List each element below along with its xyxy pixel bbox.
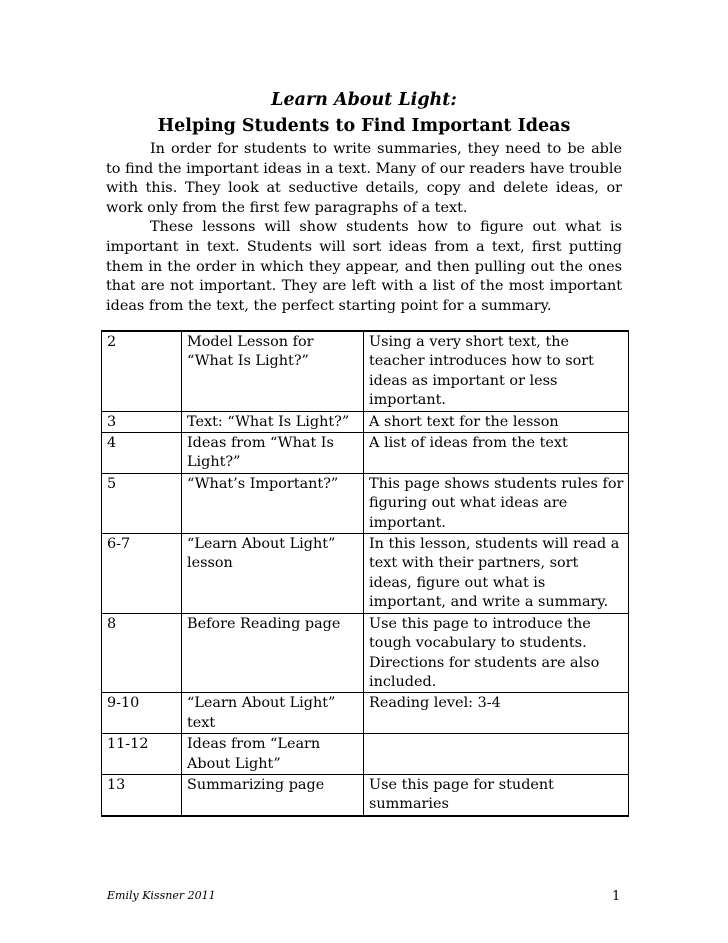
description-cell: Using a very short text, the teacher introduces how to sort ideas as important or less important. — [364, 331, 629, 411]
item-cell: Before Reading page — [182, 613, 364, 693]
page-cell: 8 — [102, 613, 182, 693]
table-row — [102, 433, 629, 474]
document-subtitle: Helping Students to Find Important Ideas — [157, 116, 571, 136]
intro-paragraph-2: These lessons will show students how to figure out what is important in text. Students will sort ideas from a text, first putting them in the order in which they appear, and then pulling out the ones that are not important. They are left with a list of the most important ideas from the text, the perfect starting point for a summary. — [106, 219, 622, 314]
intro-text — [106, 140, 622, 316]
table-row — [102, 411, 629, 432]
description-cell — [364, 734, 629, 775]
description-cell: A list of ideas from the text — [364, 433, 629, 474]
table-row — [102, 331, 629, 411]
item-cell: Ideas from “What Is Light?” — [182, 433, 364, 474]
item-cell: Ideas from “Learn About Light” — [182, 734, 364, 775]
table-row — [102, 473, 629, 533]
page-cell: 4 — [102, 433, 182, 474]
page-cell: 11-12 — [102, 734, 182, 775]
description-cell: Use this page to introduce the tough vocabulary to students. Directions for students are also included. — [364, 613, 629, 693]
item-cell: “Learn About Light” lesson — [182, 534, 364, 614]
table-row — [102, 613, 629, 693]
footer-author: Emily Kissner 2011 — [107, 889, 216, 902]
description-cell: Use this page for student summaries — [364, 774, 629, 815]
description-cell: Reading level: 3-4 — [364, 693, 629, 734]
page-number: 1 — [612, 889, 621, 904]
description-cell: A short text for the lesson — [364, 411, 629, 432]
description-cell: This page shows students rules for figuring out what ideas are important. — [364, 473, 629, 533]
page-cell: 3 — [102, 411, 182, 432]
document-title: Learn About Light: — [271, 90, 457, 110]
intro-paragraph-1: In order for students to write summaries, they need to be able to find the important ideas in a text. Many of our readers have trouble with this. They look at seductive details, copy and delete ideas, or work only from the first few paragraphs of a text. — [106, 141, 622, 216]
item-cell: Text: “What Is Light?” — [182, 411, 364, 432]
page-cell: 5 — [102, 473, 182, 533]
page-cell: 6-7 — [102, 534, 182, 614]
item-cell: Summarizing page — [182, 774, 364, 815]
item-cell: “What’s Important?” — [182, 473, 364, 533]
page-cell: 2 — [102, 331, 182, 411]
item-cell: Model Lesson for “What Is Light?” — [182, 331, 364, 411]
table-row — [102, 534, 629, 614]
item-cell: “Learn About Light” text — [182, 693, 364, 734]
table-row — [102, 734, 629, 775]
page-cell: 9-10 — [102, 693, 182, 734]
description-cell: In this lesson, students will read a text with their partners, sort ideas, figure out what is important, and write a summary. — [364, 534, 629, 614]
table-row — [102, 693, 629, 734]
page-cell: 13 — [102, 774, 182, 815]
table-row — [102, 774, 629, 815]
lessons-table — [101, 330, 629, 817]
